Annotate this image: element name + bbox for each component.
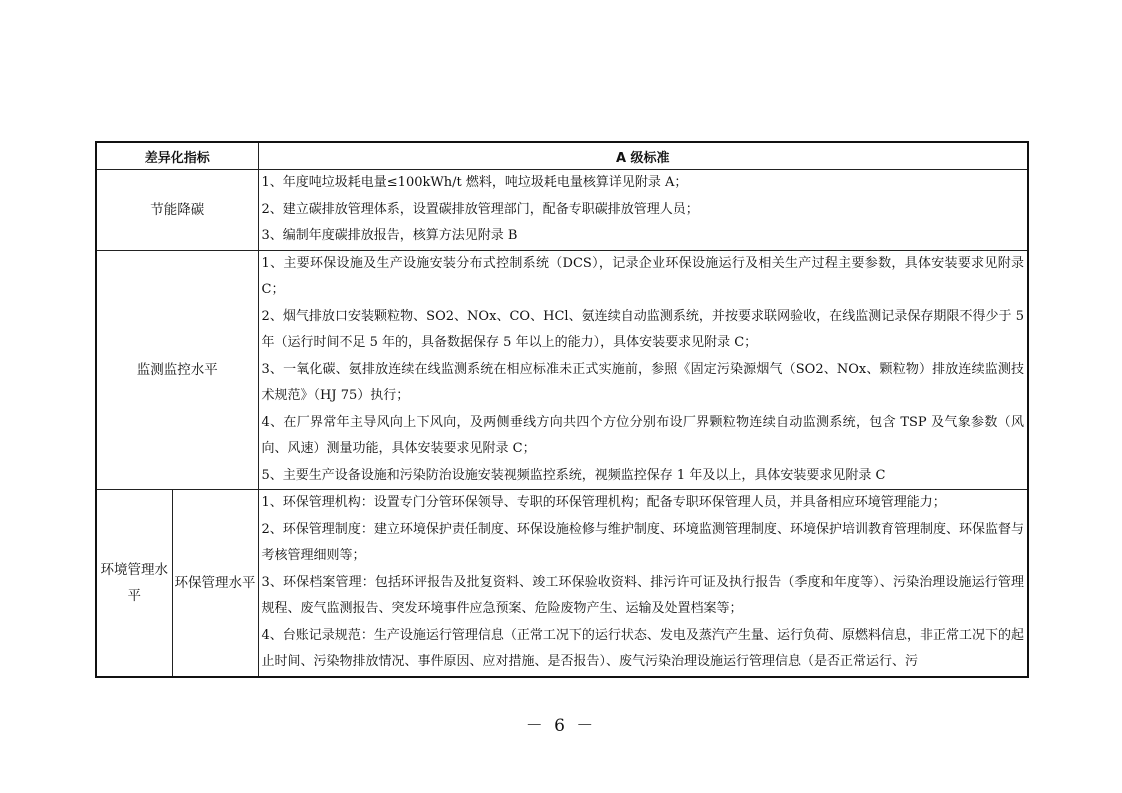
row-label-monitor: 监测监控水平	[96, 250, 258, 490]
content-line: 1、主要环保设施及生产设施安装分布式控制系统（DCS），记录企业环保设施运行及相关生产过程主要参数，具体安装要求见附录 C；	[261, 255, 1025, 297]
header-indicator: 差异化指标	[96, 142, 258, 170]
header-a-standard: A 级标准	[258, 142, 1028, 170]
table-row	[96, 170, 1028, 251]
table-header-row	[96, 142, 1028, 170]
content-line: 3、环保档案管理：包括环评报告及批复资料、竣工环保验收资料、排污许可证及执行报告（季度和年度等）、污染治理设施运行管理规程、废气监测报告、突发环境事件应急预案、危险废物产生、运输及处置档案等；	[261, 574, 1025, 616]
page-number: － 6 －	[525, 716, 597, 736]
row-content-env	[258, 490, 1028, 677]
content-line: 2、环保管理制度：建立环境保护责任制度、环保设施检修与维护制度、环境监测管理制度、环境保护培训教育管理制度、环保监督与考核管理细则等；	[261, 521, 1025, 563]
table-row	[96, 250, 1028, 490]
table-row	[96, 490, 1028, 677]
content-line: 5、主要生产设备设施和污染防治设施安装视频监控系统，视频监控保存 1 年及以上，具体安装要求见附录 C	[261, 467, 886, 483]
standards-table	[95, 141, 1029, 678]
content-line: 4、在厂界常年主导风向上下风向，及两侧垂线方向共四个方位分别布设厂界颗粒物连续自动监测系统，包含 TSP 及气象参数（风向、风速）测量功能，具体安装要求见附录 C；	[261, 414, 1025, 456]
content-line: 1、年度吨垃圾耗电量≤100kWh/t 燃料，吨垃圾耗电量核算详见附录 A；	[261, 175, 688, 190]
row-content-energy	[258, 170, 1028, 251]
row-content-monitor	[258, 250, 1028, 490]
content-line: 2、建立碳排放管理体系，设置碳排放管理部门，配备专职碳排放管理人员；	[261, 201, 699, 217]
content-line: 2、烟气排放口安装颗粒物、SO2、NOx、CO、HCl、氨连续自动监测系统，并按要求联网验收，在线监测记录保存期限不得少于 5 年（运行时间不足 5 年的，具备数据保存 5 年以上的能力），具体安装要求见附录 C；	[261, 308, 1025, 350]
content-line: 3、一氧化碳、氨排放连续在线监测系统在相应标准未正式实施前，参照《固定污染源烟气（SO2、NOx、颗粒物）排放连续监测技术规范》（HJ 75）执行；	[261, 361, 1025, 403]
content-line: 3、编制年度碳排放报告，核算方法见附录 B	[261, 228, 518, 243]
row-label-energy: 节能降碳	[96, 170, 258, 251]
row-sublabel-env: 环保管理水平	[172, 490, 258, 677]
row-label-env: 环境管理水平	[96, 490, 172, 677]
content-line: 4、台账记录规范：生产设施运行管理信息（正常工况下的运行状态、发电及蒸汽产生量、运行负荷、原燃料信息，非正常工况下的起止时间、污染物排放情况、事件原因、应对措施、是否报告）、废气污染治理设施运行管理信息（是否正常运行、污	[261, 627, 1025, 669]
content-line: 1、环保管理机构：设置专门分管环保领导、专职的环保管理机构；配备专职环保管理人员，并具备相应环境管理能力；	[261, 495, 946, 510]
